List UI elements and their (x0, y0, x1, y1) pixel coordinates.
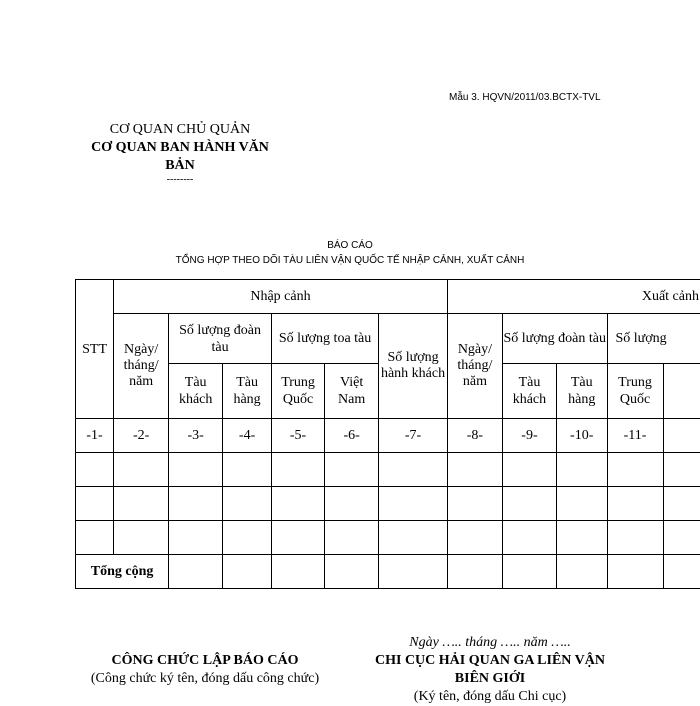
agency-block (70, 121, 290, 185)
col-number: -4- (223, 419, 272, 453)
customs-note: (Ký tên, đóng dấu Chi cục) (340, 688, 640, 706)
exit-header: Xuất cảnh (447, 280, 700, 314)
exit-car-count-header: Số lượng (607, 314, 700, 364)
col-number: -2- (114, 419, 169, 453)
exit-date-header: Ngày/ tháng/ năm (447, 314, 502, 419)
entry-train-count-header: Số lượng đoàn tàu (169, 314, 272, 364)
col-number-cut (663, 419, 700, 453)
entry-freight-train-header: Tàu hàng (223, 364, 272, 419)
report-title-line1: BÁO CÁO (150, 238, 550, 253)
col-number: -3- (169, 419, 223, 453)
entry-vietnam-header: Việt Nam (325, 364, 379, 419)
customs-signature-block (340, 634, 640, 706)
table-row (76, 521, 700, 555)
exit-passenger-train-header: Tàu khách (502, 364, 556, 419)
col-number: -6- (325, 419, 379, 453)
report-title (150, 238, 550, 268)
customs-title-line2: BIÊN GIỚI (340, 670, 640, 688)
signature-date: Ngày ….. tháng ….. năm ….. (340, 634, 640, 652)
form-code: Mẫu 3. HQVN/2011/03.BCTX-TVL (449, 92, 601, 103)
preparer-note: (Công chức ký tên, đóng dấu công chức) (70, 670, 340, 688)
col-number: -11- (607, 419, 663, 453)
col-number: -8- (447, 419, 502, 453)
exit-vietnam-header-cut (663, 364, 700, 419)
entry-date-header: Ngày/ tháng/ năm (114, 314, 169, 419)
preparer-signature-block (70, 652, 340, 688)
col-number: -10- (556, 419, 607, 453)
entry-car-count-header: Số lượng toa tàu (271, 314, 378, 364)
issuing-agency-line2: BẢN (70, 157, 290, 175)
parent-agency: CƠ QUAN CHỦ QUẢN (70, 121, 290, 139)
exit-train-count-header: Số lượng đoàn tàu (502, 314, 607, 364)
entry-china-header: Trung Quốc (271, 364, 324, 419)
table-row (76, 487, 700, 521)
entry-passenger-count-header: Số lượng hành khách (379, 314, 448, 419)
report-title-line2: TỔNG HỢP THEO DÕI TÀU LIÊN VẬN QUỐC TẾ NHẬP CẢNH, XUẤT CẢNH (150, 253, 550, 268)
col-number: -1- (76, 419, 114, 453)
agency-rule: -------- (70, 175, 290, 185)
entry-passenger-train-header: Tàu khách (169, 364, 223, 419)
total-label: Tổng cộng (76, 555, 169, 589)
table-row (76, 453, 700, 487)
col-number: -5- (271, 419, 324, 453)
total-row (76, 555, 700, 589)
col-number: -9- (502, 419, 556, 453)
exit-freight-train-header: Tàu hàng (556, 364, 607, 419)
col-number: -7- (379, 419, 448, 453)
issuing-agency-line1: CƠ QUAN BAN HÀNH VĂN (70, 139, 290, 157)
exit-china-header: Trung Quốc (607, 364, 663, 419)
report-table (75, 279, 700, 589)
preparer-title: CÔNG CHỨC LẬP BÁO CÁO (70, 652, 340, 670)
entry-header: Nhập cảnh (114, 280, 448, 314)
col-stt-header: STT (76, 280, 114, 419)
customs-title-line1: CHI CỤC HẢI QUAN GA LIÊN VẬN (340, 652, 640, 670)
